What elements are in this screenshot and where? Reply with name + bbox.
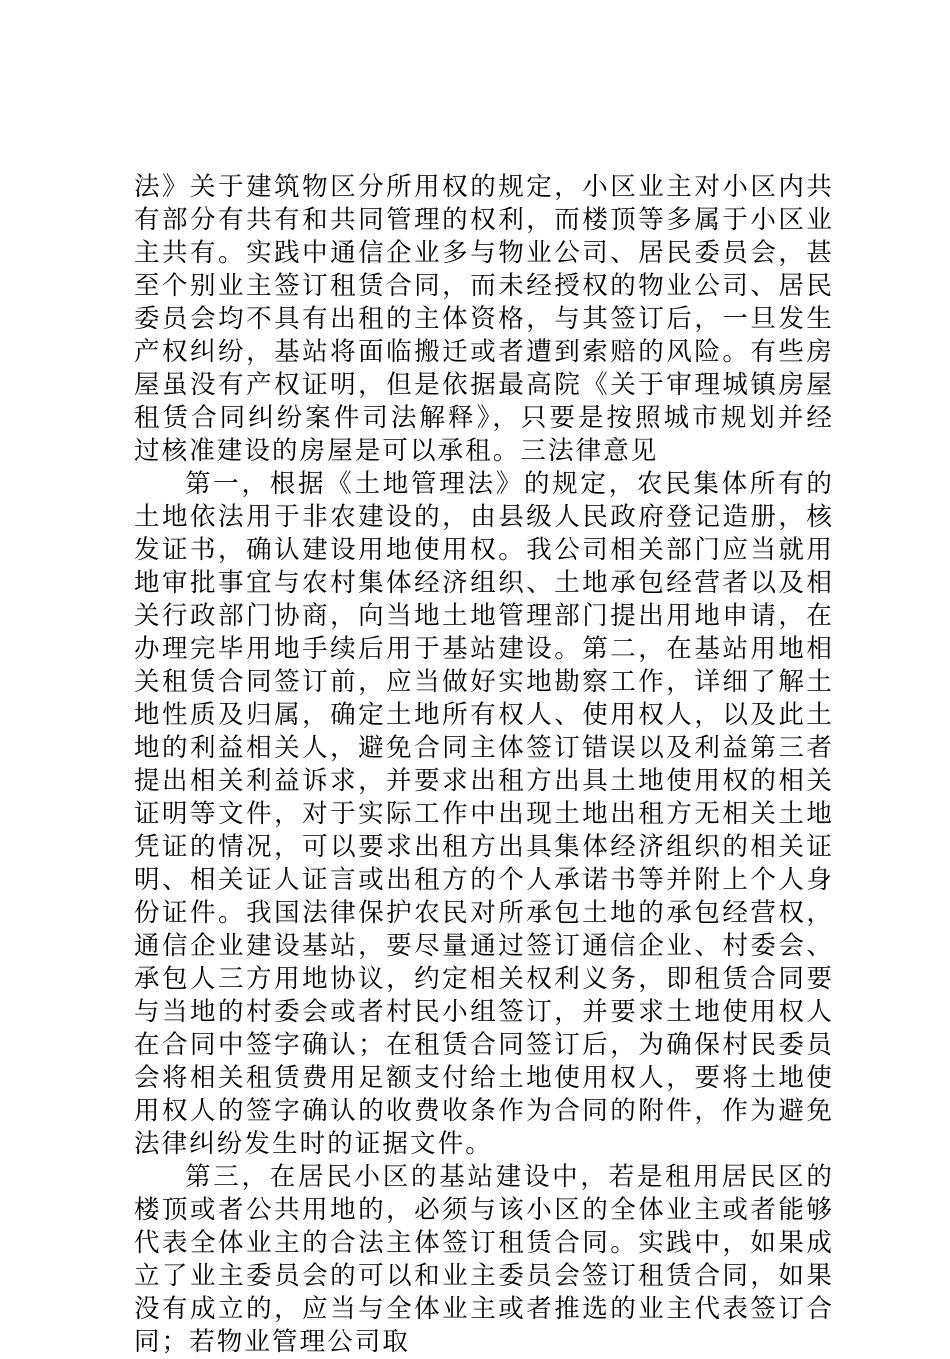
paragraph-1: 法》关于建筑物区分所用权的规定，小区业主对小区内共有部分有共有和共同管理的权利，而楼顶等多属于小区业主共有。实践中通信企业多与物业公司、居民委员会，甚至个别业主签订租赁合同，而未经授权的物业公司、居民委员会均不具有出租的主体资格，与其签订后，一旦发生产权纠纷，基站将面临搬迁或者遭到索赔的风险。有些房屋虽没有产权证明，但是依据最高院《关于审理城镇房屋租赁合同纠纷案件司法解释》，只要是按照城市规划并经过核准建设的房屋是可以承租。三法律意见 — [134, 172, 834, 466]
paragraph-2: 第一，根据《土地管理法》的规定，农民集体所有的土地依法用于非农建设的，由县级人民政府登记造册，核发证书，确认建设用地使用权。我公司相关部门应当就用地审批事宜与农村集体经济组织、土地承包经营者以及相关行政部门协商，向当地土地管理部门提出用地申请，在办理完毕用地手续后用于基站建设。第二，在基站用地相关租赁合同签订前，应当做好实地勘察工作，详细了解土地性质及归属，确定土地所有权人、使用权人，以及此土地的利益相关人，避免合同主体签订错误以及利益第三者提出相关利益诉求，并要求出租方出具土地使用权的相关证明等文件，对于实际工作中出现土地出租方无相关土地凭证的情况，可以要求出租方出具集体经济组织的相关证明、相关证人证言或出租方的个人承诺书等并附上个人身份证件。我国法律保护农民对所承包土地的承包经营权，通信企业建设基站，要尽量通过签订通信企业、村委会、承包人三方用地协议，约定相关权利义务，即租赁合同要与当地的村委会或者村民小组签订，并要求土地使用权人在合同中签字确认；在租赁合同签订后，为确保村民委员会将相关租赁费用足额支付给土地使用权人，要将土地使用权人的签字确认的收费收条作为合同的附件，作为避免法律纠纷发生时的证据文件。 — [134, 469, 834, 1159]
paragraph-3: 第三，在居民小区的基站建设中，若是租用居民区的楼顶或者公共用地的，必须与该小区的全体业主或者能够代表全体业主的合法主体签订租赁合同。实践中，如果成立了业主委员会的可以和业主委员会签订租赁合同，如果没有成立的，应当与全体业主或者推选的业主代表签订合同；若物业管理公司取 — [134, 1162, 834, 1357]
document-body — [134, 171, 834, 1359]
